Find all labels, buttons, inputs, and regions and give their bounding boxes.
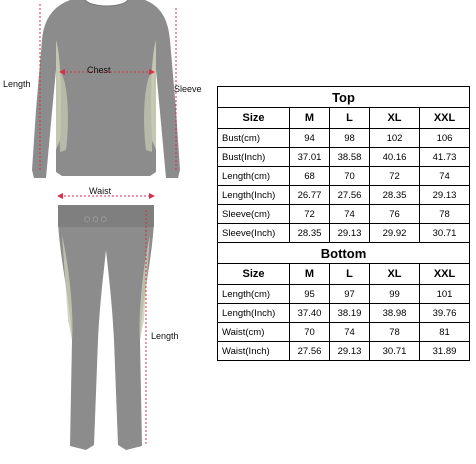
cell: 98 [330, 129, 370, 148]
cell: 28.35 [290, 224, 330, 243]
size-l: L [330, 108, 370, 129]
table-row [218, 129, 470, 148]
chest-label: Chest [87, 65, 111, 75]
cell: 70 [330, 167, 370, 186]
cell: 78 [420, 205, 470, 224]
cell: 101 [420, 285, 470, 304]
table-row [218, 167, 470, 186]
cell: 70 [290, 323, 330, 342]
cell: 78 [370, 323, 420, 342]
cell: 27.56 [330, 186, 370, 205]
size-chart-table [217, 86, 470, 361]
size-header: Size [218, 264, 290, 285]
cell: 37.01 [290, 148, 330, 167]
cell: 38.58 [330, 148, 370, 167]
size-m: M [290, 264, 330, 285]
table-row [218, 342, 470, 361]
row-label: Bust(cm) [218, 129, 290, 148]
cell: 39.76 [420, 304, 470, 323]
cell: 29.92 [370, 224, 420, 243]
pants-length-label: Length [151, 331, 179, 341]
top-section-header [218, 87, 470, 108]
row-label: Length(cm) [218, 167, 290, 186]
top-section-title: Top [218, 87, 470, 108]
cell: 41.73 [420, 148, 470, 167]
top-length-label: Length [3, 79, 31, 89]
size-m: M [290, 108, 330, 129]
cell: 97 [330, 285, 370, 304]
cell: 76 [370, 205, 420, 224]
table-row [218, 224, 470, 243]
waist-label: Waist [89, 186, 112, 196]
cell: 74 [330, 323, 370, 342]
size-l: L [330, 264, 370, 285]
size-header: Size [218, 108, 290, 129]
cell: 95 [290, 285, 330, 304]
cell: 29.13 [330, 342, 370, 361]
cell: 68 [290, 167, 330, 186]
row-label: Sleeve(cm) [218, 205, 290, 224]
table-row [218, 186, 470, 205]
cell: 106 [420, 129, 470, 148]
cell: 38.98 [370, 304, 420, 323]
waistband-pattern: ○ ○ ○ [84, 215, 107, 223]
cell: 27.56 [290, 342, 330, 361]
cell: 30.71 [420, 224, 470, 243]
garment-illustrations [0, 0, 215, 459]
cell: 94 [290, 129, 330, 148]
cell: 102 [370, 129, 420, 148]
bottom-section-title: Bottom [218, 243, 470, 264]
cell: 74 [330, 205, 370, 224]
row-label: Sleeve(Inch) [218, 224, 290, 243]
row-label: Bust(Inch) [218, 148, 290, 167]
cell: 30.71 [370, 342, 420, 361]
bottom-section-header [218, 243, 470, 264]
cell: 37.40 [290, 304, 330, 323]
cell: 72 [370, 167, 420, 186]
sleeve-label: Sleeve [174, 84, 202, 94]
cell: 31.89 [420, 342, 470, 361]
table-row [218, 323, 470, 342]
row-label: Length(cm) [218, 285, 290, 304]
row-label: Length(Inch) [218, 304, 290, 323]
size-xxl: XXL [420, 108, 470, 129]
long-sleeve-top [32, 0, 180, 178]
size-xl: XL [370, 108, 420, 129]
table-row [218, 304, 470, 323]
row-label: Waist(Inch) [218, 342, 290, 361]
size-xl: XL [370, 264, 420, 285]
cell: 28.35 [370, 186, 420, 205]
row-label: Length(Inch) [218, 186, 290, 205]
table-row [218, 285, 470, 304]
cell: 29.13 [330, 224, 370, 243]
cell: 40.16 [370, 148, 420, 167]
cell: 81 [420, 323, 470, 342]
cell: 29.13 [420, 186, 470, 205]
cell: 38.19 [330, 304, 370, 323]
table-row [218, 205, 470, 224]
table-row [218, 148, 470, 167]
cell: 74 [420, 167, 470, 186]
leggings [58, 196, 154, 450]
cell: 99 [370, 285, 420, 304]
cell: 26.77 [290, 186, 330, 205]
size-xxl: XXL [420, 264, 470, 285]
top-size-header-row [218, 108, 470, 129]
bottom-size-header-row [218, 264, 470, 285]
row-label: Waist(cm) [218, 323, 290, 342]
cell: 72 [290, 205, 330, 224]
